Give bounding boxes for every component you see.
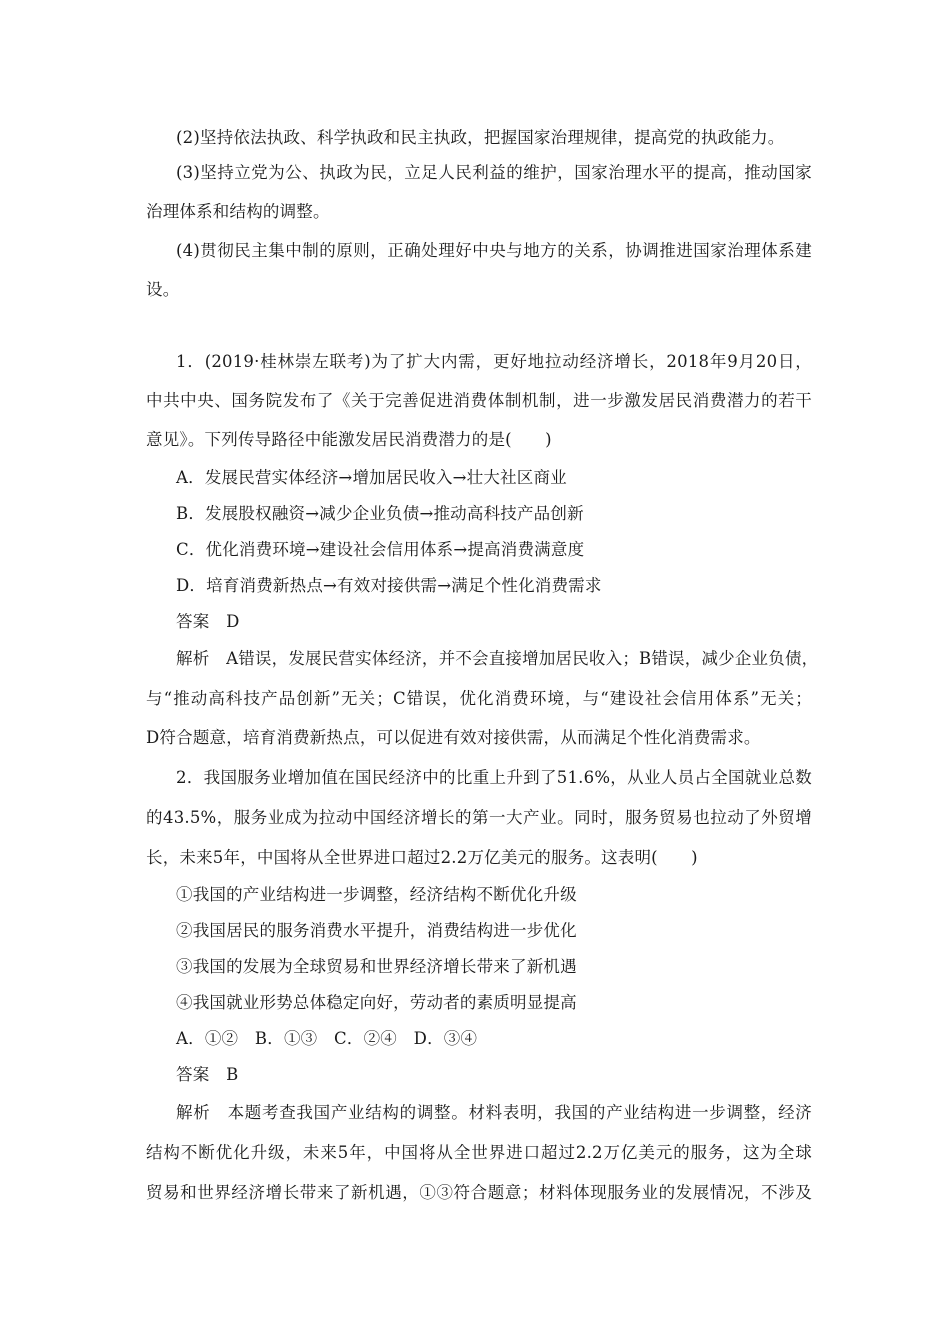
q1-option-d: D．培育消费新热点→有效对接供需→满足个性化消费需求	[176, 576, 602, 595]
intro-point-2: (2)坚持依法执政、科学执政和民主执政，把握国家治理规律，提高党的执政能力。	[176, 128, 785, 147]
q1-option-b: B．发展股权融资→减少企业负债→推动高科技产品创新	[176, 504, 584, 523]
q2-analysis-line-2: 结构不断优化升级，未来5年，中国将从全世界进口超过2.2万亿美元的服务，这为全球	[146, 1143, 812, 1162]
q2-item-2: ②我国居民的服务消费水平提升，消费结构进一步优化	[176, 921, 577, 940]
q1-option-c: C．优化消费环境→建设社会信用体系→提高消费满意度	[176, 540, 585, 559]
q2-analysis-line-3: 贸易和世界经济增长带来了新机遇，①③符合题意；材料体现服务业的发展情况，不涉及	[146, 1183, 812, 1202]
q2-item-3: ③我国的发展为全球贸易和世界经济增长带来了新机遇	[176, 957, 577, 976]
q2-answer: 答案 B	[176, 1065, 239, 1084]
q2-item-1: ①我国的产业结构进一步调整，经济结构不断优化升级	[176, 885, 577, 904]
q1-analysis-line-1: 解析 A错误，发展民营实体经济，并不会直接增加居民收入；B错误，减少企业负债，	[176, 649, 819, 668]
q1-analysis-line-3: D符合题意，培育消费新热点，可以促进有效对接供需，从而满足个性化消费需求。	[146, 728, 761, 747]
intro-point-3-line-2: 治理体系和结构的调整。	[146, 202, 330, 221]
q1-stem-line-2: 中共中央、国务院发布了《关于完善促进消费体制机制，进一步激发居民消费潜力的若干	[146, 391, 812, 410]
q1-stem-line-1: 1．(2019·桂林崇左联考)为了扩大内需，更好地拉动经济增长，2018年9月20日，	[176, 352, 812, 371]
q2-stem-line-3: 长，未来5年，中国将从全世界进口超过2.2万亿美元的服务。这表明( )	[146, 848, 698, 867]
q2-item-4: ④我国就业形势总体稳定向好，劳动者的素质明显提高	[176, 993, 577, 1012]
q2-stem-line-1: 2．我国服务业增加值在国民经济中的比重上升到了51.6%，从业人员占全国就业总数	[176, 768, 812, 787]
q1-option-a: A．发展民营实体经济→增加居民收入→壮大社区商业	[176, 468, 567, 487]
q2-choices: A．①② B．①③ C．②④ D．③④	[176, 1029, 478, 1048]
q1-analysis-line-2: 与“推动高科技产品创新”无关；C错误，优化消费环境，与“建设社会信用体系”无关；	[146, 689, 812, 708]
intro-point-3-line-1: (3)坚持立党为公、执政为民，立足人民利益的维护，国家治理水平的提高，推动国家	[176, 163, 812, 182]
intro-point-4-line-1: (4)贯彻民主集中制的原则，正确处理好中央与地方的关系，协调推进国家治理体系建	[176, 241, 812, 260]
q2-stem-line-2: 的43.5%，服务业成为拉动中国经济增长的第一大产业。同时，服务贸易也拉动了外贸增	[146, 808, 812, 827]
intro-point-4-line-2: 设。	[146, 280, 180, 299]
q2-analysis-line-1: 解析 本题考查我国产业结构的调整。材料表明，我国的产业结构进一步调整，经济	[176, 1103, 812, 1122]
q1-answer: 答案 D	[176, 612, 240, 631]
q1-stem-line-3: 意见》。下列传导路径中能激发居民消费潜力的是( )	[146, 430, 552, 449]
